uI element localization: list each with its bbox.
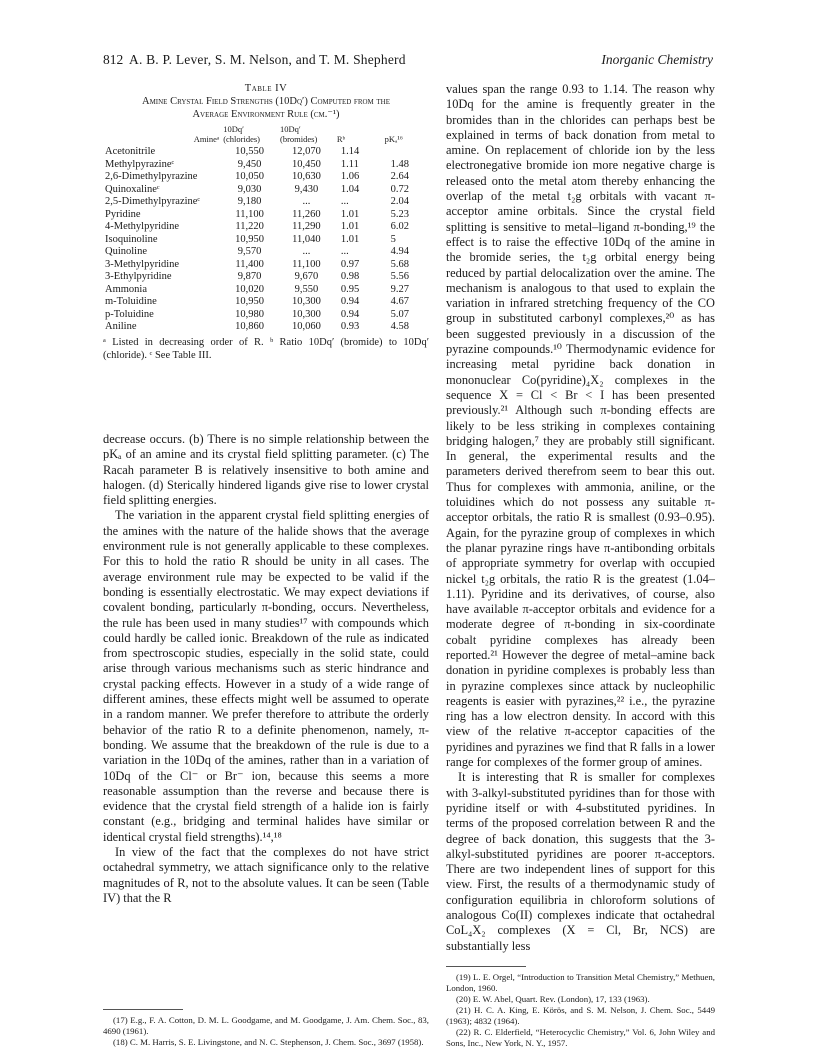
- footnote: (22) R. C. Elderfield, “Heterocyclic Chemistry,” Vol. 6, John Wiley and Sons, Inc., New York, N. Y., 1957.: [446, 1027, 715, 1048]
- cell-bromides: 10,300: [291, 296, 321, 307]
- table-row: [103, 271, 429, 284]
- cell-bromides: 10,060: [291, 321, 321, 332]
- col-header-pka: pKₐ¹⁶: [384, 133, 403, 144]
- cell-chlorides: 10,050: [235, 171, 265, 182]
- cell-bromides: 12,070: [291, 146, 321, 157]
- cell-amine: 3-Ethylpyridine: [105, 271, 172, 282]
- running-header: [103, 52, 713, 70]
- cell-bromides: 10,300: [291, 308, 321, 320]
- cell-r: 0.95: [340, 283, 360, 295]
- cell-amine: Isoquinoline: [105, 233, 158, 245]
- table-row: [103, 221, 429, 234]
- cell-bromides: 9,670: [294, 271, 319, 282]
- running-authors: A. B. P. Lever, S. M. Nelson, and T. M. Shepherd: [129, 52, 406, 67]
- cell-pka: [383, 146, 429, 159]
- table-row: [103, 246, 429, 259]
- table-row: [103, 296, 429, 309]
- table-title-line2: Average Environment Rule (cm.⁻¹): [192, 109, 340, 120]
- footnotes-left: [103, 1015, 429, 1048]
- cell-bromides: 10,630: [291, 171, 321, 182]
- cell-pka: 2.04: [390, 196, 409, 207]
- footnote: (19) L. E. Orgel, “Introduction to Transition Metal Chemistry,” Methuen, London, 1960.: [446, 972, 715, 993]
- footnote-rule: [446, 966, 526, 967]
- cell-bromides: 11,260: [292, 208, 321, 220]
- cell-pka: 5.23: [390, 208, 409, 220]
- table-row: [103, 196, 429, 209]
- table-label: Table IV: [244, 83, 288, 94]
- right-column: [446, 82, 715, 954]
- cell-amine: Aniline: [105, 321, 137, 332]
- cell-amine: 2,5-Dimethylpyrazineᶜ: [105, 196, 201, 207]
- data-table: [103, 125, 429, 334]
- left-column: [103, 82, 429, 362]
- cell-r: ...: [340, 196, 349, 207]
- page-number: 812: [103, 52, 124, 67]
- footnote: (21) H. C. A. King, E. Körös, and S. M. Nelson, J. Chem. Soc., 5449 (1963); 4832 (1964).: [446, 1005, 715, 1026]
- table-row: [103, 209, 429, 222]
- table-row: [103, 171, 429, 184]
- cell-bromides: ...: [302, 246, 311, 257]
- cell-r: 1.01: [340, 221, 360, 232]
- cell-pka: 1.48: [390, 158, 409, 170]
- cell-pka: 5: [390, 233, 396, 245]
- table-row: [103, 146, 429, 159]
- cell-bromides: 11,040: [292, 233, 321, 245]
- cell-r: 1.01: [340, 233, 360, 245]
- cell-pka: 4.58: [390, 321, 409, 332]
- cell-amine: Quinoxalineᶜ: [105, 183, 160, 195]
- cell-pka: 6.02: [390, 221, 409, 232]
- cell-chlorides: 9,570: [237, 246, 262, 257]
- cell-pka: 9.27: [390, 283, 409, 295]
- cell-r: 1.11: [340, 158, 359, 170]
- cell-chlorides: 11,100: [235, 208, 264, 220]
- paragraph: It is interesting that R is smaller for complexes with 3-alkyl-substituted pyridines than for those with pyridine itself or with 4-substituted pyridines. In terms of the proposed correlation between R and the degree of back donation, this suggests that the 3-alkyl-substituted pyridines are poorer π-acceptors. There are two independent lines of support for this view. First, the results of a thermodynamic study of configuration equilibria in chloroform solutions of analogous Co(II) complexes indicate that octahedral CoL₄X₂ complexes (X = Cl, Br, NCS) are substantially less: [446, 770, 715, 953]
- cell-amine: 3-Methylpyridine: [105, 258, 180, 270]
- cell-chlorides: 10,550: [235, 146, 265, 157]
- table-notes: ᵃ Listed in decreasing order of R. ᵇ Ratio 10Dq′ (bromide) to 10Dq′ (chloride). ᶜ See Table III.: [103, 336, 429, 361]
- cell-bromides: 11,100: [292, 258, 321, 270]
- cell-bromides: 11,290: [292, 221, 321, 232]
- footnote: (17) E.g., F. A. Cotton, D. M. L. Goodgame, and M. Goodgame, J. Am. Chem. Soc., 83, 4690 (1961).: [103, 1015, 429, 1036]
- cell-chlorides: 11,400: [235, 258, 264, 270]
- cell-pka: 5.56: [390, 271, 409, 282]
- cell-bromides: ...: [302, 196, 311, 207]
- cell-chlorides: 10,860: [235, 321, 265, 332]
- col-header-r: Rᵇ: [336, 133, 346, 144]
- table-body: [103, 146, 429, 334]
- cell-r: ...: [340, 246, 349, 257]
- cell-amine: 4-Methylpyridine: [105, 221, 180, 232]
- cell-amine: Ammonia: [105, 283, 147, 295]
- cell-pka: 5.68: [390, 258, 409, 270]
- paragraph: decrease occurs. (b) There is no simple relationship between the pKₐ of an amine and its crystal field splitting parameter. (c) The Racah parameter B is relatively insensitive to both amine and halogen. (d) Sterically hindered ligands give rise to lower crystal field splitting energies.: [103, 432, 429, 508]
- table-row: [103, 284, 429, 297]
- cell-chlorides: 9,180: [237, 196, 262, 207]
- cell-chlorides: 9,030: [237, 183, 262, 195]
- left-body-text: [103, 432, 429, 906]
- cell-r: 1.04: [340, 183, 360, 195]
- cell-r: 1.14: [340, 146, 360, 157]
- paragraph: values span the range 0.93 to 1.14. The reason why 10Dq for the amine is frequently greater in the bromides than in the chlorides can perhaps best be explained in terms of back donation from metal to amine. On replacement of chloride ion by the less electronegative bromide ion more negative charge is released onto the metal atom thereby enhancing the overlap of the metal t₂g orbitals with vacant π-acceptor amine orbitals. Since the crystal field splitting is sensitive to metal–ligand π-bonding,¹⁹ the effect is to raise the effective 10Dq of the amine in the bromide series, the t₂g orbital energy being reduced by partial delocalization over the amine. The mechanism is analogous to that used to explain the variation in infrared stretching frequency of the CO group in substituted carbonyl complexes,²⁰ as has been suggested previously in a discussion of the pyrazine compounds.¹⁰ Thermodynamic evidence for increasing metal pyridine back donation in mononuclear Co(pyridine)₄X₂ complexes in the sequence X = Cl < Br < I has been presented previously.²¹ Although such π-bonding effects are likely to be less striking in complexes containing bridging halogen,⁷ they are probably still significant. In general, the experimental results and the parameters derived therefrom seem to bear this out. Thus for complexes with ammonia, aniline, or the toluidines which do not possess any suitable π-acceptor orbitals, the ratio R is smallest (0.93–0.95). Again, for the pyrazine group of complexes in which the planar pyrazine rings have π-antibonding orbitals of appropriate symmetry for overlap with occupied nickel t₂g orbitals, the ratio R is the greatest (1.04–1.11). Pyridine and its derivatives, of course, also have available π-acceptor orbitals and evidence for a moderate degree of π-bonding in six-coordinate cobalt pyridine complexes has already been reported.²¹ However the degree of metal–amine back donation in pyridine complexes is probably less than in pyrazine complexes since attack by nucleophilic reagents is easier with pyrazines,²² i.e., the pyrazine ring has a low electron density. In accord with this view of the relative π-acceptor capacities of the pyridines and pyrazines we find that R falls in a lower range for complexes of the former group of amines.: [446, 82, 715, 770]
- cell-r: 1.01: [340, 208, 360, 220]
- cell-chlorides: 10,980: [235, 308, 265, 320]
- table-row: [103, 234, 429, 247]
- table-row: [103, 321, 429, 334]
- cell-amine: 2,6-Dimethylpyrazine: [105, 171, 198, 182]
- footnotes-right: [446, 972, 715, 1049]
- table-title-line1: Amine Crystal Field Strengths (10Dq′) Computed from the: [141, 96, 390, 107]
- cell-r: 0.94: [340, 308, 360, 320]
- table-row: [103, 159, 429, 172]
- cell-amine: Methylpyrazineᶜ: [105, 158, 175, 170]
- cell-pka: 4.94: [390, 246, 409, 257]
- footnote-rule: [103, 1009, 183, 1010]
- cell-pka: 0.72: [390, 183, 409, 195]
- cell-bromides: 10,450: [291, 158, 321, 170]
- cell-r: 0.98: [340, 271, 360, 282]
- cell-r: 0.97: [340, 258, 360, 270]
- cell-amine: p-Toluidine: [105, 308, 154, 320]
- cell-chlorides: 10,950: [235, 296, 265, 307]
- col-header-chlorides: 10Dq′ (chlorides): [223, 124, 261, 144]
- cell-pka: 2.64: [390, 171, 409, 182]
- table-caption: [103, 82, 429, 121]
- cell-chlorides: 10,950: [235, 233, 265, 245]
- cell-chlorides: 9,870: [237, 271, 262, 282]
- cell-pka: 4.67: [390, 296, 409, 307]
- cell-bromides: 9,430: [294, 183, 319, 195]
- paragraph: In view of the fact that the complexes do not have strict octahedral symmetry, we attach significance only to the relative magnitudes of R, not to the absolute values. It can be seen (Table IV) that the R: [103, 845, 429, 905]
- table-row: [103, 184, 429, 197]
- cell-chlorides: 9,450: [237, 158, 262, 170]
- cell-r: 0.93: [340, 321, 360, 332]
- cell-amine: Pyridine: [105, 208, 141, 220]
- footnote: (20) E. W. Abel, Quart. Rev. (London), 17, 133 (1963).: [456, 994, 650, 1004]
- cell-amine: Quinoline: [105, 246, 147, 257]
- cell-pka: 5.07: [390, 308, 409, 320]
- cell-chlorides: 10,020: [235, 283, 265, 295]
- footnote: (18) C. M. Harris, S. E. Livingstone, and N. C. Stephenson, J. Chem. Soc., 3697 (1958).: [113, 1037, 424, 1047]
- cell-amine: m-Toluidine: [105, 296, 157, 307]
- table-row: [103, 259, 429, 272]
- cell-r: 0.94: [340, 296, 360, 307]
- col-header-bromides: 10Dq′ (bromides): [279, 124, 318, 144]
- col-header-amine: Amineᵃ: [193, 133, 220, 144]
- table-row: [103, 309, 429, 322]
- cell-amine: Acetonitrile: [105, 146, 156, 157]
- cell-bromides: 9,550: [294, 283, 319, 295]
- cell-r: 1.06: [340, 171, 360, 182]
- journal-name: Inorganic Chemistry: [601, 52, 713, 67]
- cell-chlorides: 11,220: [235, 221, 264, 232]
- paragraph: The variation in the apparent crystal field splitting energies of the amines with the nature of the halide shows that the average environment rule is not generally applicable to these complexes. For this to hold the ratio R should be unity in all cases. The average environment rule may be expected to be valid if the bonding is essentially electrostatic. We may expect deviations if covalent bonding, particularly π-bonding, occurs. Nevertheless, the rule has been used in many studies¹⁷ with compounds which could hardly be called ionic. Breakdown of the rule as indicated from spectroscopic studies, especially in the solid state, could arise through various mechanisms such as steric hindrance and crystal packing effects. However in a study of a wide range of different amines, these effects might well be assumed to operate in a random manner. We prefer therefore to attribute the orderly behavior of the ratio R to a definite phenomenon, namely, π-bonding. We assume that the breakdown of the rule is due to a variation in the 10Dq of the amines, rather than in a variation of 10Dq of the Cl⁻ or Br⁻ ion, because this seems a more reasonable assumption than the reverse and because there is evidence that the crystal field strength of a halide ion is fairly constant (e.g., bridging and terminal halides have similar or identical crystal field strengths).¹⁴,¹⁸: [103, 508, 429, 844]
